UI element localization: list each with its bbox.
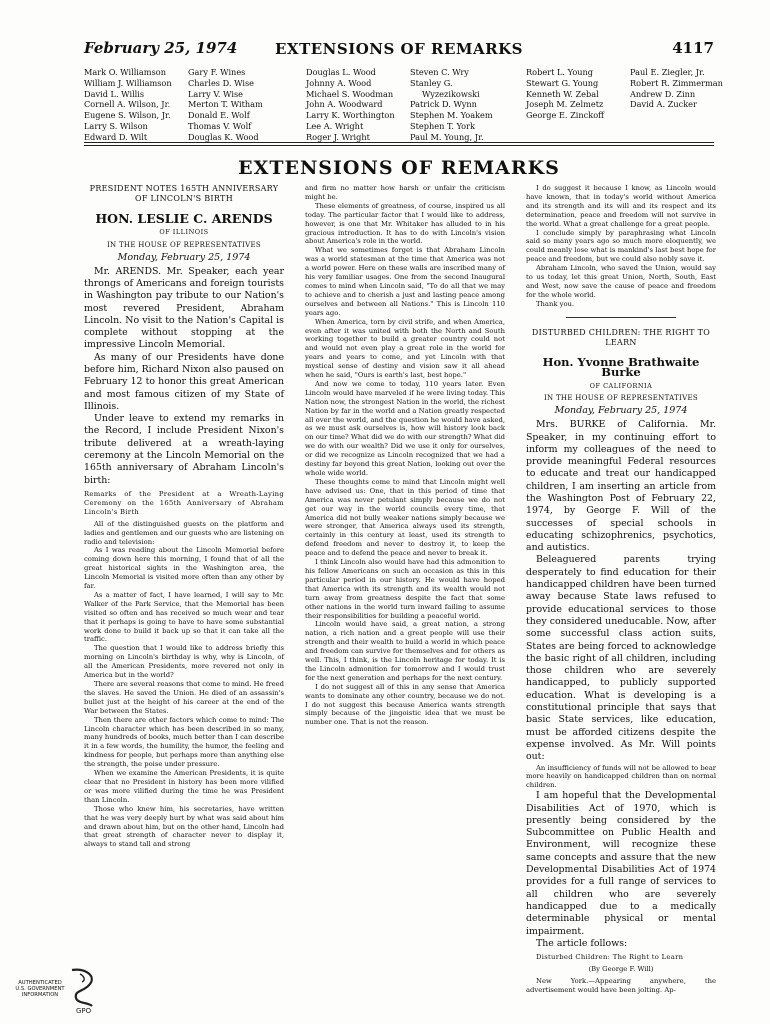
name-entry: Gary F. Wines (188, 67, 246, 77)
name-entry: George E. Zinckoff (526, 110, 604, 121)
paragraph: and firm no matter how harsh or unfair the criticism might be. (305, 184, 505, 201)
name-entry: Paul M. Young, Jr. (410, 131, 484, 142)
house-line: IN THE HOUSE OF REPRESENTATIVES (543, 394, 699, 403)
paragraph: Those who knew him, his secretaries, have written that he was very deeply hurt by what was said about him and drawn about him, but on the other hand, Lincoln had that great strength of character never to display it, always to stand tall and strong (84, 804, 284, 849)
name-entry: Stanley G. (410, 77, 453, 88)
paragraph: When America, torn by civil strife, and when America, even after it was united with both the North and South working together to build a greater country could not and would not even play a great role in the world for years and years to come, and yet Lincoln with that mystical sense of destiny and vision saw it all ahead when he said, "Ours is earth's last, best hope." (305, 317, 505, 380)
divider-rule (84, 145, 714, 146)
paragraph: Abraham Lincoln, who saved the Union, would say to us today, let this great Union, North, South, East and West, now save the cause of peace and freedom for the whole world. (526, 264, 716, 299)
gpo-mark-text: GPO (76, 1007, 92, 1015)
article-heading: PRESIDENT NOTES 165TH ANNIVERSARY OF LINCOLN'S BIRTH (89, 184, 279, 203)
gpo-eagle-icon (66, 966, 100, 1014)
name-entry: Lee A. Wright (306, 120, 364, 131)
gpo-line: U.S. GOVERNMENT (15, 986, 65, 993)
paragraph: Mrs. BURKE of California. Mr. Speaker, in my continuing effort to inform my colleagues of the need to provide meaningful Federal resources to educate and treat our handicapped children, I am inserting an article from the Washington Post of February 22, 1974, by George F. Will of the successes of special schools in educating schizophrenics, psychotics, and autistics. (526, 419, 716, 554)
paragraph: I conclude simply by paraphrasing what Lincoln said so many years ago so much more eloquently, we could meanly lose what is mankind's last best hope for peace and freedom, but we could also nobly save it. (526, 228, 716, 264)
paragraph: I think Lincoln also would have had this admonition to his fellow Americans on such an occasion as this in this particular period in our history. He would have hoped that America with its strength and its wealth would not turn away from greatness despite the fact that some other nations in the world turn inward failing to assume their responsibilities for building a peaceful world. (305, 558, 505, 620)
name-entry: Donald E. Wolf (188, 110, 250, 121)
running-head-title: EXTENSIONS OF REMARKS (275, 40, 523, 58)
name-entry: Douglas K. Wood (188, 131, 259, 142)
name-entry: Steven C. Wry (410, 67, 469, 77)
name-entry: Kenneth W. Zebal (526, 88, 599, 99)
names-column (306, 67, 395, 143)
paragraph: I do suggest it because I know, as Lincoln would have known, that in today's world without America and its strength and its will and its respect and its determination, peace and freedom will not survive in the world. What a great challenge for a great people. (526, 184, 716, 228)
divider-rule (84, 142, 714, 143)
paragraph: New York.—Appearing anywhere, the advertisement would have been jolting. Ap- (526, 976, 716, 994)
paragraph: These thoughts come to mind that Lincoln might well have advised us: One, that in this period of time that America was never petulant simply because we do not get our way in the world councils every time, that America did not bully weaker nations simply because we were stronger, that America always used its strength, certainly in this century at least, used its strength to defend freedom and never to destroy it, to keep the peace and to defend the peace and never to break it. (305, 477, 505, 558)
paragraph: Lincoln would have said, a great nation, a strong nation, a rich nation and a great people will use their strength and their wealth to build a world in which peace and freedom can survive for themselves and for others as well. This, I think, is the Lincoln heritage for today. It is the Lincoln admonition for tomorrow and I would trust for the next generation and perhaps for the next century. (305, 620, 505, 682)
name-entry: Merton T. Witham (188, 99, 263, 110)
name-entry: Joseph M. Zelmetz (526, 99, 604, 110)
paragraph: I do not suggest all of this in any sense that America wants to dominate any other country, because we do not. I do not suggest this because America wants strength simply because of the jingoistic idea that we must be number one. That is not the reason. (305, 682, 505, 727)
text-column-3 (526, 184, 716, 994)
names-column (526, 67, 604, 121)
name-entry: Larry K. Worthington (306, 110, 395, 121)
name-entry: Charles D. Wise (188, 77, 255, 88)
running-head-date: February 25, 1974 (84, 39, 238, 57)
article-title: Disturbed Children: The Right to Learn (536, 953, 684, 962)
paragraph: I am hopeful that the Developmental Disabilities Act of 1970, which is presently being considered by the Subcommittee on Public Health and Environment, will recognize these same concepts and assure that the new Developmental Disabilities Act of 1974 provides for a full range of services to all children who are severely handicapped due to a medically determinable physical or mental impairment. (526, 790, 716, 937)
paragraph: Mr. ARENDS. Mr. Speaker, each year throngs of Americans and foreign tourists in Washington pay tribute to our Nation's most revered President, Abraham Lincoln. No visit to the Nation's Capital is complete without stopping at the impressive Lincoln Memorial. (84, 265, 284, 351)
paragraph: As I was reading about the Lincoln Memorial before coming down here this morning, I found that of all the great historical sights in the Washington area, the Lincoln Memorial is visited more often than any other by far. (84, 546, 284, 591)
name-entry: Douglas L. Wood (306, 67, 376, 77)
names-column (84, 67, 172, 143)
names-column (410, 67, 493, 143)
member-name: Hon. Yvonne Brathwaite Burke (542, 354, 700, 379)
name-entry: Roger J. Wright (306, 131, 370, 142)
names-column (188, 67, 263, 143)
name-entry: Larry S. Wilson (84, 120, 148, 131)
name-entry: John A. Woodward (306, 99, 383, 110)
paragraph: And now we come to today, 110 years later. Even Lincoln would have marveled if he were living today. This Nation now, the strongest Nation in the world, the richest Nation by far in the world and a Nation greatly respected all over the world, and the question he would have asked, as we must ask ourselves is, how will history look back on our time? What did we do with our strength? What did we do with our wealth? Did we use it only for ourselves, or did we recognize as Lincoln recognized that we had a destiny far beyond this great Nation, looking out over the whole wide world. (305, 379, 506, 477)
name-entry: Stewart G. Young (526, 77, 599, 88)
gpo-line: AUTHENTICATED (18, 980, 62, 986)
name-entry: Mark O. Williamson (84, 67, 166, 77)
member-state: OF CALIFORNIA (589, 381, 653, 390)
name-entry: Andrew D. Zinn (630, 88, 696, 99)
paragraph: What we sometimes forget is that Abraham Lincoln was a world statesman at the time that America was not a world power. Here on these walls are inscribed many of his very familiar usages. One from the second Inaugural comes to mind when Lincoln said, "To do all that we may to achieve and to cherish a just and lasting peace among ourselves and between all Nations." This is Lincoln 110 years ago. (305, 246, 505, 317)
running-head (84, 39, 714, 61)
house-line: IN THE HOUSE OF REPRESENTATIVES (106, 240, 262, 249)
name-entry: Paul E. Ziegler, Jr. (630, 67, 705, 77)
page-number: 4117 (672, 39, 714, 57)
section-divider (566, 317, 676, 318)
names-list (84, 67, 723, 142)
gpo-authentication-mark (10, 966, 100, 1016)
paragraph: There are several reasons that come to mind. He freed the slaves. He saved the Union. He died of an assassin's bullet just at the height of his career at the end of the War between the States. (84, 680, 284, 715)
paragraph: Then there are other factors which come to mind: The Lincoln character which has been described in so many, many hundreds of books, much better than I can describe it in a few words, the humility, the humor, the feeling and kindness for people, but perhaps more than anything else the strength, the poise under pressure. (84, 715, 284, 769)
paragraph: When we examine the American Presidents, it is quite clear that no President in history has been more vilified or was more vilified during the time he was President than Lincoln. (84, 769, 284, 804)
main-heading: EXTENSIONS OF REMARKS (238, 157, 560, 179)
name-entry: Robert L. Young (526, 67, 594, 77)
name-entry: Cornell A. Wilson, Jr. (84, 99, 171, 110)
member-name: HON. LESLIE C. ARENDS (95, 211, 273, 226)
text-column-2 (305, 184, 505, 936)
article-heading: DISTURBED CHILDREN: THE RIGHT TO LEARN (531, 327, 711, 347)
member-state: OF ILLINOIS (159, 227, 209, 236)
paragraph: Thank you. (536, 299, 575, 308)
name-entry: Michael S. Woodman (306, 88, 394, 99)
gpo-line: INFORMATION (21, 992, 59, 999)
paragraph: Under leave to extend my remarks in the Record, I include President Nixon's tribute delivered at a wreath-laying ceremony at the Lincoln Memorial on the 165th anniversary of Abraham Lincoln's birth: (84, 413, 284, 486)
quote: An insufficiency of funds will not be allowed to bear more heavily on handicapped children than on normal children. (526, 763, 716, 790)
name-entry: David L. Willis (84, 88, 145, 99)
paragraph: The article follows: (536, 937, 628, 949)
paragraph: All of the distinguished guests on the platform and ladies and gentlemen and our guests who are listening on radio and television: (84, 519, 284, 546)
name-entry: Johnny A. Wood (306, 77, 372, 88)
name-entry: David A. Zucker (630, 99, 697, 110)
byline: (By George F. Will) (588, 965, 654, 974)
name-entry: Eugene S. Wilson, Jr. (84, 110, 171, 121)
paragraph: As many of our Presidents have done before him, Richard Nixon also paused on February 12 to honor this great American and most famous citizen of my State of Illinois. (84, 351, 284, 412)
remarks-heading: Remarks of the President at a Wreath-Laying Ceremony on the 165th Anniversary of Abraham Lincoln's Birth (84, 489, 284, 516)
name-entry: Larry V. Wise (188, 88, 243, 99)
name-entry: Robert R. Zimmerman (630, 77, 723, 88)
name-entry: Edward D. Wilt (84, 131, 148, 142)
session-date: Monday, February 25, 1974 (554, 405, 688, 417)
name-entry: Thomas V. Wolf (188, 120, 252, 131)
paragraph: The question that I would like to address briefly this morning on Lincoln's birthday is why, why is Lincoln, of all the American Presidents, more revered not only in America but in the world? (84, 644, 284, 680)
text-column-1 (84, 184, 284, 936)
gpo-text (10, 980, 70, 999)
paragraph: Beleaguered parents trying desperately to find education for their handicapped children have been turned away because State laws refused to provide educational services to those they considered uneducable. Now, after some successful class action suits, States are being forced to acknowledge the basic right of all children, including those children who are severely handicapped, to publicly supported education. What is developing is a constitutional principle that says that basic State services, like education, must be afforded citizens despite the expense involved. As Mr. Will points out: (526, 554, 716, 763)
name-entry: Stephen M. Yoakem (410, 110, 493, 121)
paragraph: As a matter of fact, I have learned, I will say to Mr. Walker of the Park Service, that the Memorial has been visited so often and has received so much wear and tear that it perhaps is going to have to have some substantial work done to build it back up so that it can take all the traffic. (84, 590, 284, 644)
name-entry: Wyzezikowski (422, 88, 480, 99)
name-entry: Stephen T. York (410, 120, 475, 131)
name-entry: William J. Williamson (84, 77, 172, 88)
names-column (630, 67, 723, 110)
session-date: Monday, February 25, 1974 (117, 251, 251, 263)
paragraph: These elements of greatness, of course, inspired us all today. The particular factor that I would like to address, however, is one that Mr. Whitaker has alluded to in his gracious introduction. It has to do with Lincoln's vision about America's role in the world. (305, 201, 505, 246)
name-entry: Patrick D. Wynn (410, 99, 477, 110)
